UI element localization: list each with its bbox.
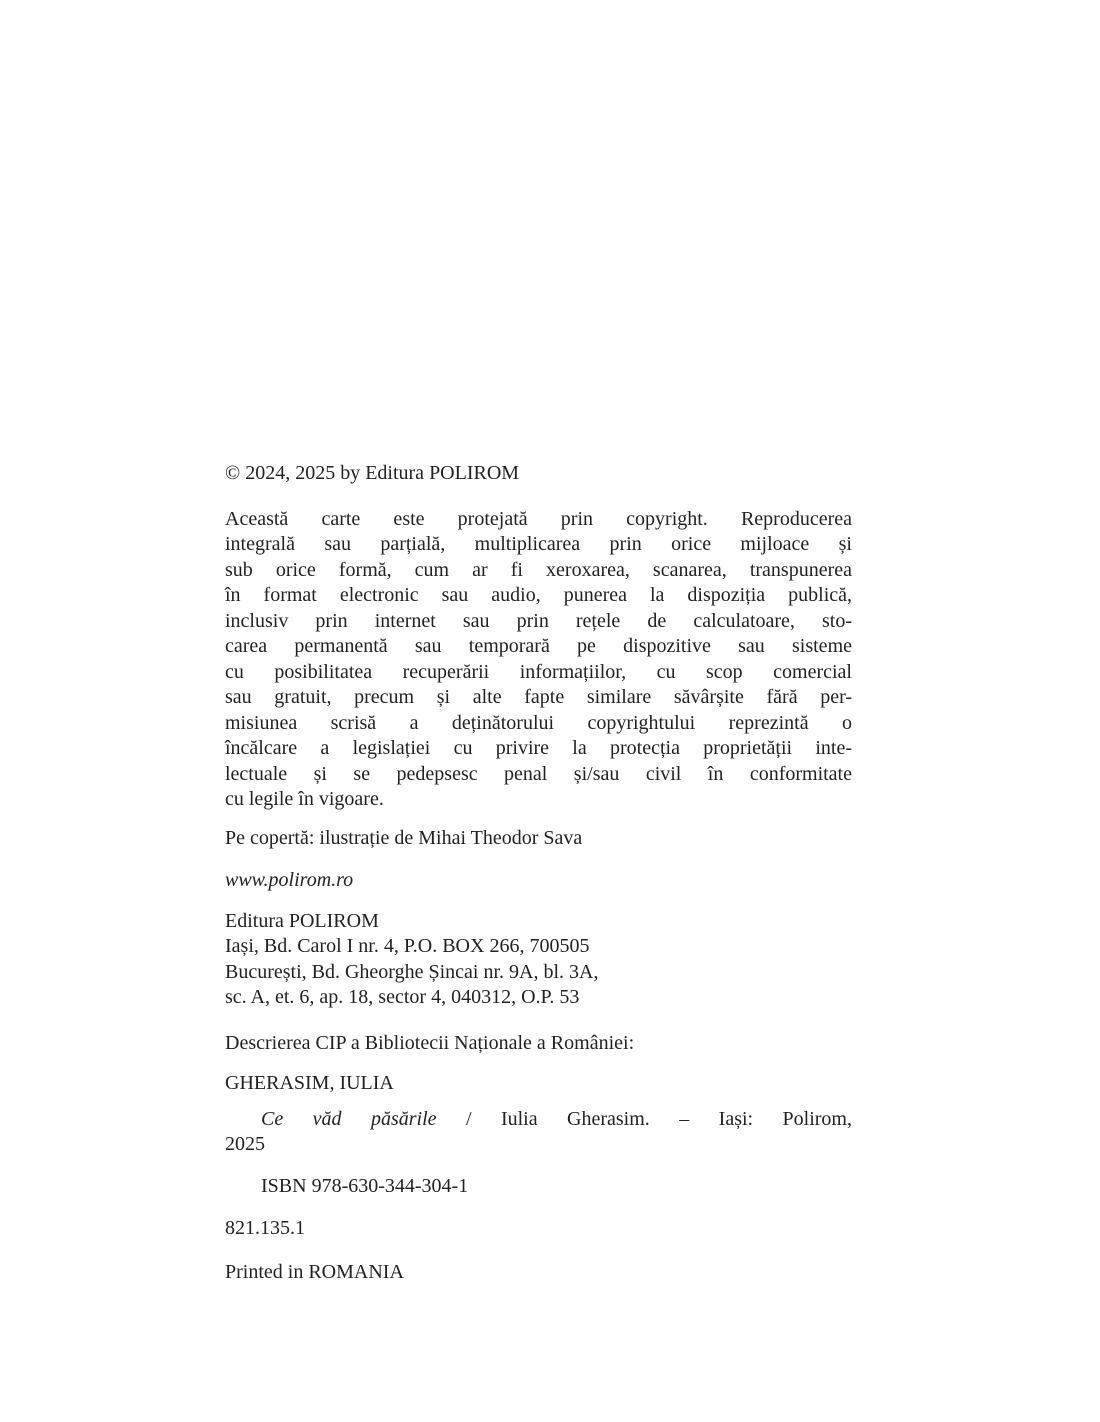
cip-title-imprint: / Iulia Gherasim. – Iași: Polirom,	[436, 1107, 852, 1130]
legal-line: cu posibilitatea recuperării informațiilor, cu scop comercial	[225, 660, 852, 683]
page-content	[225, 461, 852, 1285]
publisher-block	[225, 909, 852, 1011]
legal-notice-paragraph	[225, 507, 852, 813]
cip-description-heading: Descrierea CIP a Bibliotecii Naționale a României:	[225, 1031, 635, 1054]
legal-line: Această carte este protejată prin copyright. Reproducerea	[225, 507, 852, 530]
legal-line: în format electronic sau audio, punerea la dispoziția publică,	[225, 584, 852, 606]
cover-illustration-credit: Pe copertă: ilustrație de Mihai Theodor Sava	[225, 826, 583, 849]
publisher-website-url: www.polirom.ro	[225, 869, 354, 891]
legal-line: sau gratuit, precum și alte fapte similare săvârșite fără per-	[225, 686, 852, 708]
udc-classification-number: 821.135.1	[225, 1217, 305, 1239]
legal-line: sub orice formă, cum ar fi xeroxarea, scanarea, transpunerea	[225, 558, 852, 581]
legal-line: cu legile în vigoare.	[225, 788, 384, 810]
cip-publication-year: 2025	[225, 1133, 265, 1155]
legal-line: integrală sau parțială, multiplicarea prin orice mijloace și	[225, 533, 852, 555]
publisher-address-line: Iași, Bd. Carol I nr. 4, P.O. BOX 266, 700505	[225, 935, 590, 957]
publisher-address-line: sc. A, et. 6, ap. 18, sector 4, 040312, O.P. 53	[225, 986, 580, 1008]
legal-line: încălcare a legislației cu privire la protecția proprietății inte-	[225, 737, 852, 759]
legal-line: inclusiv prin internet sau prin rețele de calculatoare, sto-	[225, 609, 852, 632]
publisher-address-line: București, Bd. Gheorghe Șincai nr. 9A, bl. 3A,	[225, 960, 599, 983]
cip-author-name: GHERASIM, IULIA	[225, 1072, 394, 1094]
cip-title-line	[225, 1107, 852, 1133]
book-title: Ce văd păsările	[261, 1107, 437, 1130]
legal-line: lectuale și se pedepsesc penal și/sau civil în conformitate	[225, 762, 852, 785]
legal-line: carea permanentă sau temporară pe dispozitive sau sisteme	[225, 635, 852, 657]
legal-line: misiunea scrisă a deținătorului copyrightului reprezintă o	[225, 711, 852, 734]
printed-in-country: Printed in ROMANIA	[225, 1260, 404, 1283]
publisher-name: Editura POLIROM	[225, 909, 379, 932]
copyright-line: © 2024, 2025 by Editura POLIROM	[225, 462, 520, 484]
isbn-number: ISBN 978-630-344-304-1	[261, 1174, 469, 1197]
